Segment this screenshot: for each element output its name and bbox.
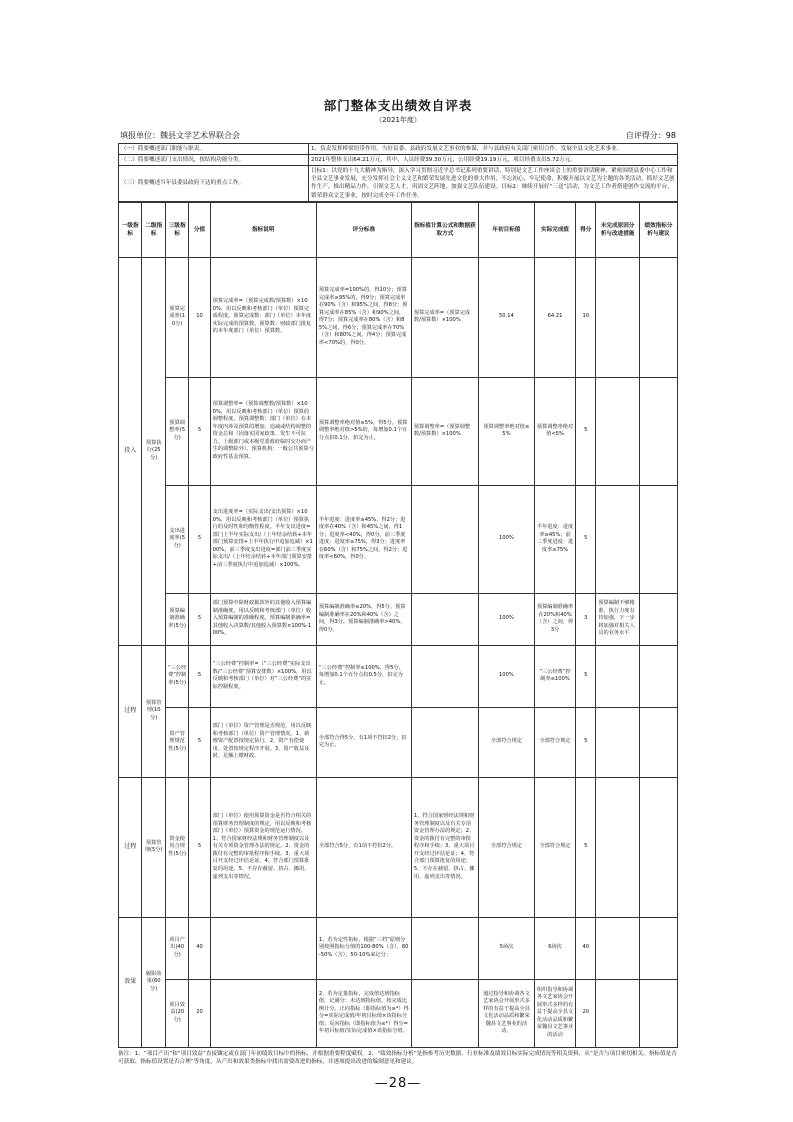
indicator-advice (639, 257, 677, 377)
score-obtained: 5 (576, 377, 596, 485)
level1-indicator: 效果 (119, 917, 142, 1047)
summary-table (118, 143, 678, 202)
document-sheet (118, 96, 678, 1091)
table-row (119, 777, 678, 917)
indicator-weight: 5 (189, 593, 210, 645)
column-header: 分值 (189, 202, 210, 257)
column-header: 指标说明 (210, 202, 316, 257)
indicator-description: 支出进度率=（实际支出/支出预算）×100%，用以反映和考核部门（单位）预算执行的及时性和均衡性程度。半年支出进度=部门上半年实际支出/（上年结余结转+本年部门预算安排+上半年执行中追加追减）×100%。前三季度支出进度=部门前三季度实际支出/（上年结余结转+本年部门预算安排+前三季度执行中追加追减）×100%。 (210, 485, 316, 593)
calculation-formula: 预算完成率=（预算完成数/预算数）×100% (411, 257, 478, 377)
summary-label: （一）简要概述部门职能与职责。 (119, 144, 309, 155)
page-number: —28— (374, 1076, 422, 1092)
indicator-weight: 5 (189, 485, 210, 593)
level3-indicator: 项目产出(40分) (165, 917, 188, 979)
indicator-weight: 20 (189, 979, 210, 1047)
score-obtained: 5 (576, 485, 596, 593)
calculation-formula: 预算调整率=（预算调整数/预算数）×100% (411, 377, 478, 485)
table-row (119, 377, 678, 485)
level2-indicator: 预算管理(5分) (142, 777, 165, 917)
actual-value: 全部符合规定 (534, 777, 575, 917)
indicator-weight: 10 (189, 257, 210, 377)
indicator-advice (639, 593, 677, 645)
column-header: 二级指标 (142, 202, 165, 257)
level3-indicator: 预算编制准确率(5分) (165, 593, 188, 645)
calculation-formula (411, 593, 478, 645)
scoring-standard: 预算编制准确率≤20%，得5分。预算编制准确率在20%和40%（含）之间，得3分。预算编制准确率>40%，得0分。 (316, 593, 411, 645)
indicator-weight: 5 (189, 377, 210, 485)
annual-target: 通过指导和协调各文艺家协会开展形式多样的有益于提高全县文化活动品质和繁荣魏县文艺事业的活动。 (478, 979, 534, 1047)
summary-label: （二）简要概述部门支出情况，按结构功能分类。 (119, 155, 309, 166)
level1-indicator: 过程 (119, 777, 142, 917)
summary-row (119, 144, 678, 155)
shortfall-analysis (596, 707, 640, 777)
summary-text: 2021年整体支出64.21万元，其中，人员经费39.30万元，公用经费19.19万元，项目经费支出5.72万元。 (309, 155, 678, 166)
score-obtained: 10 (576, 257, 596, 377)
annual-target: 全部符合规定 (478, 707, 534, 777)
indicator-weight: 5 (189, 645, 210, 707)
scoring-standard: 全部符合得5分，有1项不符扣2分，扣完为止。 (316, 707, 411, 777)
indicator-advice (639, 979, 677, 1047)
scoring-standard: 全部符合5分，有1项不符扣2分。 (316, 777, 411, 917)
table-row (119, 645, 678, 707)
column-header: 绩效指标分析与建议 (639, 202, 677, 257)
indicator-description: 预算完成率=（预算完成数/预算数）×100%，用以反映和考核部门（单位）预算完成程度。预算完成数：部门（单位）本年度实际完成的预算数。预算数：财政部门批复的本年度部门（单位）预算数。 (210, 257, 316, 377)
annual-target: 100% (478, 485, 534, 593)
level1-indicator: 投入 (119, 257, 142, 645)
table-row (119, 707, 678, 777)
level2-indicator: 预算管理(10分) (142, 645, 165, 777)
summary-text: 1、负责发挥桥梁纽带作用，当好县委、县政府发展文艺事业的参谋，并与县政府有关部门密切合作，发展全县文化艺术事业。 (309, 144, 678, 155)
shortfall-analysis (596, 485, 640, 593)
level3-indicator: “三公经费”控制率(5分) (165, 645, 188, 707)
score-obtained: 5 (576, 645, 596, 707)
summary-row (119, 155, 678, 166)
level3-indicator: 预算调整率(5分) (165, 377, 188, 485)
document-title: 部门整体支出绩效自评表 (323, 98, 473, 113)
table-header-row (119, 202, 678, 257)
level3-indicator: 资产管理规范性(5分) (165, 707, 188, 777)
scoring-standard: 1、若为定性指标，根据“三档”原则分别按照指标分值的100-80%（含）、80-50%（含）、50-10%来记分； (316, 917, 411, 979)
scoring-standard: “三公经费”控制率≤100%，得5分，每增加0.1个百分点扣0.5分，扣完为止。 (316, 645, 411, 707)
table-row (119, 593, 678, 645)
indicator-advice (639, 485, 677, 593)
actual-value: 6场次 (534, 917, 575, 979)
indicator-description (210, 917, 316, 979)
indicator-advice (639, 377, 677, 485)
table-row (119, 917, 678, 979)
actual-value: 预算编制准确率在20%和40%（含）之间，得3分 (534, 593, 575, 645)
indicator-weight: 5 (189, 707, 210, 777)
actual-value: 半年进度：进度率≥45%；前三季度进度：进度率≥75% (534, 485, 575, 593)
scoring-standard: 半年进度：进度率≥45%，得2分；进度率在40%（含）和45%之间，得1分；进度率<40%，得0分。前三季度进度：进度率≥75%，得3分；进度率在60%（含）和75%之间，得2分；进度率<60%，得0分。 (316, 485, 411, 593)
shortfall-analysis (596, 777, 640, 917)
score-obtained: 40 (576, 917, 596, 979)
scoring-standard: 预算调整率绝对值≤5%，得5分。预算调整率绝对值>5%的，每增加0.1个百分点扣0.1分，扣完为止。 (316, 377, 411, 485)
header-line (120, 130, 676, 141)
indicator-description: “三公经费”控制率=（“三公经费”实际支出数/“三公经费”预算安排数）×100%，用以反映和考核部门（单位）对“三公经费”的实际控制程度。 (210, 645, 316, 707)
footnote: 备注：1、“项目产出”和“项目效益”直接镶定或在部门年初绩效目标中的指标，并根据重要程度赋权。2、“绩效指标分析”是指参考历史数据、行业标准及绩效目标实际完成情况等相关资料，从“是否与项目密切相关、指标值是否可获取、指标值设置是否合理”等角度，从产出和效果类指标中找出需要改进的指标，并逐项提出改进的编制意见和建议。 (118, 1050, 677, 1066)
calculation-formula (411, 917, 478, 979)
indicator-description (210, 979, 316, 1047)
level3-indicator: 支出进度率(5分) (165, 485, 188, 593)
indicator-advice (639, 917, 677, 979)
indicator-advice (639, 707, 677, 777)
score-obtained: 20 (576, 979, 596, 1047)
column-header: 未完成原因分析与改进措施 (596, 202, 640, 257)
column-header: 评分标准 (316, 202, 411, 257)
shortfall-analysis (596, 917, 640, 979)
shortfall-analysis (596, 979, 640, 1047)
column-header: 一级指标 (119, 202, 142, 257)
calculation-formula (411, 979, 478, 1047)
level3-indicator: 预算完成率(10分) (165, 257, 188, 377)
reporting-unit: 填报单位：魏县文学艺术界联合会 (120, 131, 240, 140)
actual-value: 预算调整率绝对值<5% (534, 377, 575, 485)
actual-value: 组织指导和协调各文艺家协会开展形式多样的有益于提高全县文化活动品质和繁荣魏县文艺事业的活动 (534, 979, 575, 1047)
document-year: （2021年度） (375, 116, 421, 124)
level2-indicator: 履职效果(60分) (142, 917, 165, 1047)
indicator-advice (639, 645, 677, 707)
score-obtained: 3 (576, 593, 596, 645)
column-header: 三级指标 (165, 202, 188, 257)
indicator-table (118, 202, 678, 1048)
column-header: 指标值计算公式和数据获取方式 (411, 202, 478, 257)
annual-target: 100% (478, 645, 534, 707)
indicator-description: 部门（单位）使用预算资金是否符合相关的预算财务管理制度的规定，用以反映和考核部门（单位）预算资金的规范运行情况。1、符合国家财经法规和财务管理制度以及有关专项资金管理办法的规定。2、资金的拨付有完整的审批程序和手续。3、重大项目开支经过评估论证。4、符合部门预算批复的用途。5、不存在截留、挤占、挪用、虚列支出等情况。 (210, 777, 316, 917)
level3-indicator: 资金使用合规性(5分) (165, 777, 188, 917)
column-header: 得分 (576, 202, 596, 257)
indicator-description: 部门（单位）资产管理是否规范，用以反映和考核部门（单位）资产管理情况。1、新增资产配置按规定执行。2、资产有偿使用、处置按规定程序开展。3、资产收益及时、足额上缴财政。 (210, 707, 316, 777)
actual-value: “三公经费”控制率≤100% (534, 645, 575, 707)
indicator-weight: 5 (189, 777, 210, 917)
self-score: 自评得分：98 (625, 131, 676, 140)
summary-text: 目标1：以党的十九大精神为指导，深入学习贯彻习近平总书记系列重要讲话，特别是文艺工作座谈会上的重要讲话精神，紧密围绕县委中心工作和全县文艺事业发展，充分发挥社会主义文艺和繁荣发展先进文化的重大作用，不忘初心，牢记使命，积极开展以文艺为主题的各类活动，抓好文艺创作生产，推出精品力作，引领文艺人才，巩固文艺阵地，加强文艺队伍建设。目标2：继续开展好“三送”活动，为文艺工作者搭建创作交流的平台，繁荣群众文艺事业，按时完成全年工作任务。 (309, 166, 678, 201)
indicator-weight: 40 (189, 917, 210, 979)
summary-row (119, 166, 678, 201)
column-header: 实际完成值 (534, 202, 575, 257)
scoring-standard: 2、若为定量指标，完成值达到指标值，记满分；未达到指标值，按完成比例计分。正向指标（即指标值为≥*）得分=实际完成值/年初目标值×该指标分值；反向指标（即指标值为≤*）得分=年初目标值/实际完成值×该指标分值。 (316, 979, 411, 1047)
summary-label: （三）简要概述当年县委县政府下达的重点工作。 (119, 166, 309, 201)
shortfall-analysis (596, 257, 640, 377)
annual-target: 预算调整率绝对值≤5% (478, 377, 534, 485)
indicator-description: 部门预算中除财政拨款外的其他收入预算编制准确度，用以反映和考核部门（单位）收入预算编制的准确程度。预算编制准确率=其他收入决算数/其他收入预算数×100%-100%。 (210, 593, 316, 645)
level2-indicator: 预算执行(25分) (142, 257, 165, 645)
actual-value: 全部符合规定 (534, 707, 575, 777)
indicator-description: 预算调整率=（预算调整数/预算数）×100%，用以反映和考核部门（单位）预算的调整程度。预算调整数：部门（单位）在本年度内涉及预算的增加、追减或结构调整的资金总和（因落实国家政策、发生不可抗力、上级部门或本级党委政府临时交办而产生的调整除外）。预算机构：一般公共预算与政府性基金预算。 (210, 377, 316, 485)
shortfall-analysis (596, 645, 640, 707)
table-row (119, 257, 678, 377)
annual-target: 5场次 (478, 917, 534, 979)
level1-indicator: 过程 (119, 645, 142, 777)
annual-target: 50.14 (478, 257, 534, 377)
annual-target: 100% (478, 593, 534, 645)
score-obtained: 5 (576, 777, 596, 917)
indicator-advice (639, 777, 677, 917)
table-row (119, 485, 678, 593)
calculation-formula (411, 707, 478, 777)
level3-indicator: 项目效益(20分) (165, 979, 188, 1047)
scoring-standard: 预算完成率=100%的，得10分；预算完成率≥95%的，得9分；预算完成率在90%（含）和95%之间，得8分；预算完成率在85%（含）和90%之间，得7分；预算完成率在80%（含）和85%之间，得6分；预算完成率在70%（含）和80%之间，得4分；预算完成率<70%的，得0分。 (316, 257, 411, 377)
table-row (119, 979, 678, 1047)
actual-value: 64.21 (534, 257, 575, 377)
shortfall-analysis (596, 377, 640, 485)
calculation-formula: 1、符合国家财经法规和财务管理制度以及有关专项资金管理办法的规定；2、资金的拨付有完整的审批程序和手续；3、重大项目开支经过评估论证；4、符合部门预算批复的用途；5、不存在截留、挤占、挪用、虚列支出等情况。 (411, 777, 478, 917)
column-header: 年初目标值 (478, 202, 534, 257)
annual-target: 全部符合规定 (478, 777, 534, 917)
calculation-formula (411, 485, 478, 593)
score-obtained: 5 (576, 707, 596, 777)
calculation-formula (411, 645, 478, 707)
shortfall-analysis: 预算编制不够精准，执行力度有待加强，下一步将加强对相关人员的业务水平 (596, 593, 640, 645)
